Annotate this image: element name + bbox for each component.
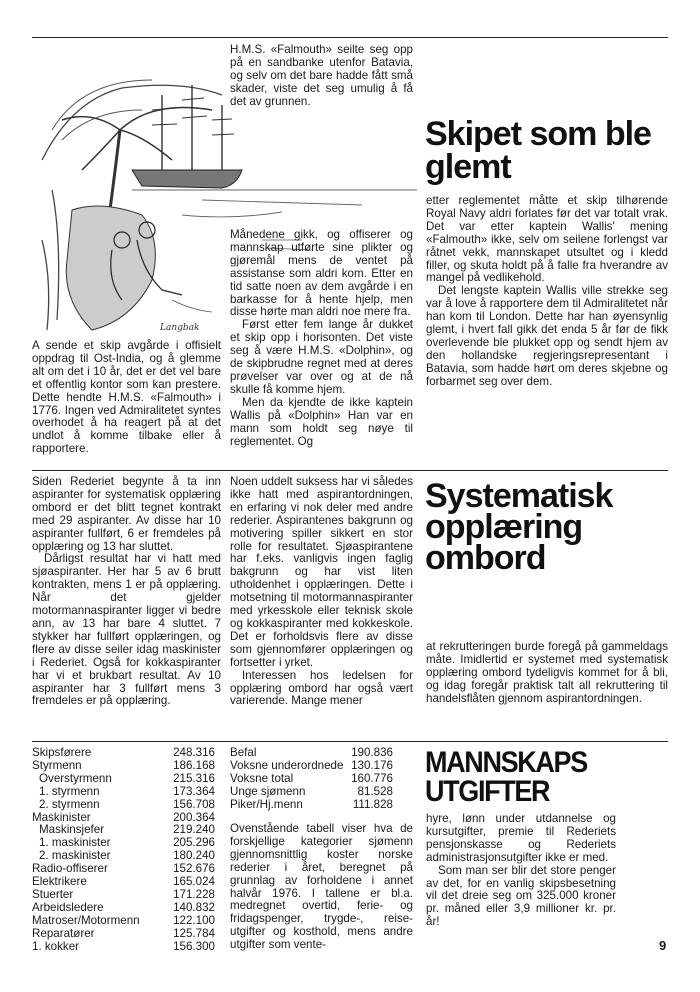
- table-label: Stuerter: [32, 887, 74, 901]
- article1-middle-column: [230, 229, 413, 448]
- table-value: 200.364: [173, 810, 215, 824]
- article2-headline: Systematisk opplæring ombord: [425, 477, 613, 577]
- table-label: Elektrikere: [32, 875, 87, 889]
- table-label: 1. maskinister: [39, 836, 111, 850]
- article2-left-paragraph-2: Dårligst resultat har vi hatt med sjøaspiranter. Her har 5 av 6 brutt kontrakten, mens 1 er på opplæring. Når det gjelder motormannaspiranter ligger vi bedre ann, av 13 har bare 4 sluttet. 7 stykker har fullført opplæringen, og flere av disse seiler idag maskinister i Rederiet. Også for kokkaspiranter har vi et brukbart resultat. Av 10 aspiranter har 3 fullført mens 3 fremdeles er på opplæring.: [32, 552, 221, 708]
- table-value: 140.832: [173, 900, 215, 914]
- table-value: 122.100: [173, 913, 215, 927]
- table-label: 1. styrmenn: [39, 784, 100, 798]
- table-label: Radio-offiserer: [32, 862, 108, 876]
- table-value: 215.316: [173, 771, 215, 785]
- table-label: Voksne total: [230, 771, 294, 785]
- table-row: [32, 889, 215, 902]
- article1-middle-paragraph-3: Men da kjendte de ikke kaptein Wallis på «Dolphin» Han var en mann som holdt seg nøye til reglementet. Og: [230, 395, 413, 448]
- top-rule: [32, 37, 668, 38]
- section-rule-1: [32, 470, 668, 471]
- illustration-signature: Langbak: [160, 323, 200, 333]
- crew-cost-table-right: [230, 747, 393, 812]
- table-value: 186.168: [173, 758, 215, 772]
- table-label: Skipsførere: [32, 746, 92, 759]
- table-row: [32, 760, 215, 773]
- table-row: [230, 786, 393, 799]
- table-value: 160.776: [351, 771, 393, 785]
- page-number: 9: [659, 938, 667, 953]
- article1-headline: Skipet som ble glemt: [425, 115, 651, 186]
- table-row: [32, 941, 215, 954]
- article3-right-paragraph-2: Som man ser blir det store penger av det, for en vanlig skipsbesetning vil det dreie seg om 325.000 kroner pr. måned eller 3,9 millioner kr. pr. år!: [426, 863, 616, 929]
- table-label: Reparatører: [32, 926, 95, 940]
- table-label: Unge sjømenn: [230, 784, 306, 798]
- table-value: 130.176: [351, 758, 393, 772]
- table-label: Arbeidsledere: [32, 900, 104, 914]
- table-label: Styrmenn: [32, 758, 82, 772]
- table-row: [32, 902, 215, 915]
- table-row: [230, 760, 393, 773]
- table-value: 165.024: [173, 875, 215, 889]
- table-value: 219.240: [173, 823, 215, 837]
- article1-left-paragraph: A sende et skip avgårde i offisielt oppdrag til Ost-India, og å glemme alt om det i 10 år, det er det vel bare et offentlig kontor som kan prestere. Dette hendte H.M.S. «Falmouth» i 1776. Ingen ved Admiralitetet syntes overhodet å ha reagert på at det undlot å komme tilbake eller å rapportere.: [32, 339, 221, 456]
- table-row: [32, 915, 215, 928]
- table-row: [32, 799, 215, 812]
- table-value: 156.300: [173, 939, 215, 953]
- table-row: [32, 747, 215, 760]
- table-value: 190.836: [351, 746, 393, 759]
- article1-right-paragraph-2: Det lengste kaptein Wallis ville strekke seg var å love å rapportere dem til Admiralitetet når han kom til London. Dette har han øyensynlig glemt, i hvert fall gikk det enda 5 år før de fikk overlevende ble plukket opp og sendt hjem av den hollandske regjeringsrepresentant i Batavia, som hadde hørt om deres skjebne og forbarmet seg over dem.: [426, 284, 668, 388]
- table-value: 152.676: [173, 862, 215, 876]
- article2-right-column: [426, 641, 668, 706]
- article2-middle-paragraph-1: Noen uddelt suksess har vi således ikke hatt med aspirantordningen, en erfaring vi nok deler med andre rederier. Aspirantenes bakgrunn og motivering spiller sikkert en stor rolle for resultatet. Sjøaspirantene har f.eks. vanligvis ingen faglig bakgrunn og har vist liten utholdenhet i opplæringen. Dette i motsetning til motormannaspiranter med yrkesskole eller teknisk skole og kokkaspiranter med kokkeskole. Det er forholdsvis flere av disse som gjennomfører opplæringen og fortsetter i yrket.: [230, 475, 413, 669]
- table-value: 205.296: [173, 836, 215, 850]
- article1-left-column: [32, 340, 221, 456]
- article1-right-paragraph-1: etter reglementet måtte et skip tilhørende Royal Navy aldri forlates før det var totalt vrak. Det var etter kaptein Wallis' mening «Falmouth» ikke, selv om seilene forlengst var råtnet vekk, mannskapet utsultet og i kledd filler, og skuta holdt på å falle fra hverandre av mangel på vedlikehold.: [426, 194, 668, 285]
- table-label: Maskinister: [32, 810, 91, 824]
- crew-cost-table-left: [32, 747, 215, 954]
- table-row: [230, 799, 393, 812]
- article2-middle-column: [230, 476, 413, 708]
- table-label: Befal: [230, 746, 257, 759]
- article2-left-paragraph-1: Siden Rederiet begynte å ta inn aspiranter for systematisk opplæring ombord er det blitt tegnet kontrakt med 29 aspiranter. Av disse har 10 aspiranter fullført, 6 er fremdeles på opplæring og 13 har sluttet.: [32, 475, 221, 553]
- table-value: 248.316: [173, 746, 215, 759]
- article2-left-column: [32, 476, 221, 708]
- table-row: [32, 773, 215, 786]
- table-value: 111.828: [352, 797, 393, 811]
- table-label: 1. kokker: [32, 939, 80, 953]
- table-label: Maskinsjefer: [39, 823, 105, 837]
- article3-middle-column: [230, 823, 413, 952]
- table-value: 81.528: [357, 784, 393, 798]
- article1-top-paragraph: H.M.S. «Falmouth» seilte seg opp på en sandbanke utenfor Batavia, og selv om det bare hadde fått små skader, viste det seg umulig å få det av grunnen.: [230, 43, 413, 108]
- article2-middle-paragraph-2: Interessen hos ledelsen for opplæring ombord har også vært varierende. Mange mener: [230, 668, 413, 708]
- table-label: Voksne underordnede: [230, 758, 344, 772]
- table-value: 156.708: [173, 797, 215, 811]
- article1-middle-paragraph-1: Månedene gikk, og offiserer og mannskap utførte sine plikter og gjøremål mens de ventet på assistanse som aldri kom. Etter en tid satte noen av dem avgårde i en barkasse for å hente hjelp, men disse hørte man aldri noe mere fra.: [230, 228, 413, 319]
- article1-middle-paragraph-2: Først etter fem lange år dukket et skip opp i horisonten. Det viste seg å være H.M.S. «Dolphin», og de skipbrudne regnet med at deres prøvelser var over og at de nå skulle få komme hjem.: [230, 318, 413, 396]
- article3-right-paragraph-1: hyre, lønn under utdannelse og kursutgifter, premie til Rederiets pensjonskasse og Rederiets administrasjonsutgifter ikke er med.: [426, 812, 616, 864]
- table-row: [32, 928, 215, 941]
- article3-middle-paragraph: Ovenstående tabell viser hva de forskjellige kategorier sjømenn gjennomsnittlig koster norske rederier i året, beregnet på grunnlag av forholdene i annet halvår 1976. I tallene er bl.a. medregnet overtid, ferie- og fridagspenger, trygde-, reise-utgifter og kosthold, mens andre utgifter som vente-: [230, 822, 413, 952]
- article1-right-column: [426, 195, 668, 389]
- table-row: [230, 773, 393, 786]
- table-label: Overstyrmenn: [39, 771, 112, 785]
- article1-top-text: [230, 44, 413, 109]
- table-value: 180.240: [173, 849, 215, 863]
- table-value: 173.364: [173, 784, 215, 798]
- table-label: 2. maskinister: [39, 849, 111, 863]
- table-value: 125.784: [173, 926, 215, 940]
- article2-right-paragraph: at rekrutteringen burde foregå på gammeldags måte. Imidlertid er systemet med systematisk opplæring ombord tydeligvis kommet for å bli, og idag foregår praktisk talt all rekruttering til handelsflåten gjennom aspirantordningen.: [426, 640, 668, 705]
- table-label: Piker/Hj.menn: [230, 797, 303, 811]
- table-value: 171.228: [173, 887, 215, 901]
- article3-right-column: [426, 813, 616, 929]
- table-row: [230, 747, 393, 760]
- table-row: [32, 786, 215, 799]
- table-label: 2. styrmenn: [39, 797, 100, 811]
- section-rule-2: [32, 741, 668, 742]
- article3-headline: MANNSKAPS UTGIFTER: [425, 746, 587, 808]
- table-label: Matroser/Motormenn: [32, 913, 140, 927]
